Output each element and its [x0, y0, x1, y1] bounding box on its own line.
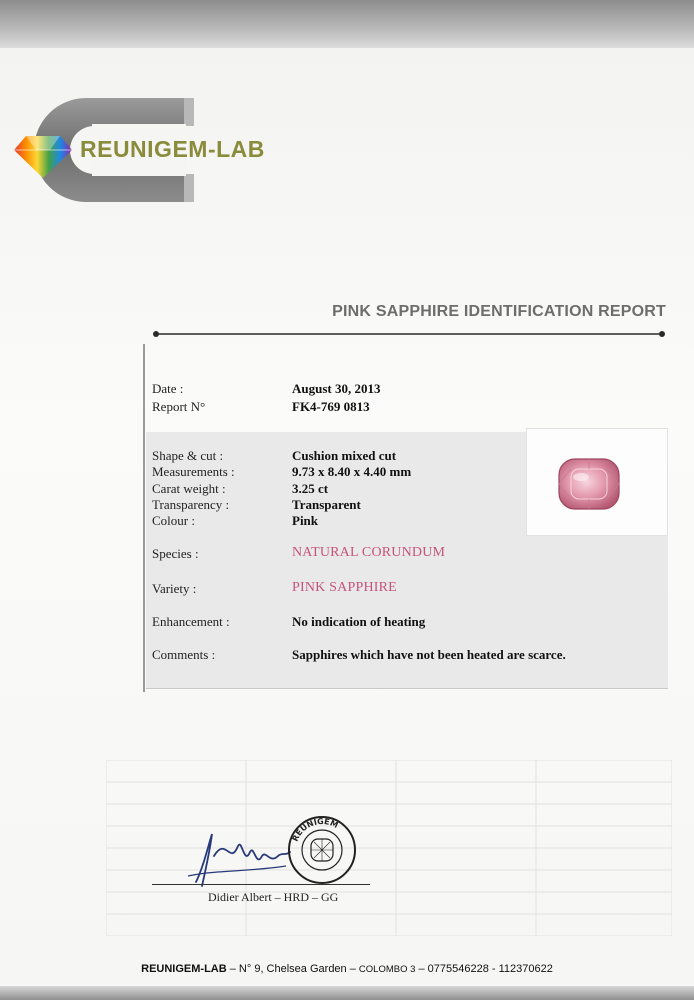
colour-label: Colour :	[152, 513, 195, 528]
variety-label: Variety :	[152, 581, 197, 596]
species-label: Species :	[152, 546, 199, 561]
enhancement-value: No indication of heating	[292, 614, 426, 629]
species-value: NATURAL CORUNDUM	[292, 545, 446, 560]
bottom-border	[0, 986, 694, 1000]
cushion-gem-image	[557, 457, 621, 511]
footer-city: COLOMBO 3	[358, 964, 416, 975]
colour-value: Pink	[292, 513, 319, 528]
carat-value: 3.25 ct	[292, 481, 329, 496]
shape-value: Cushion mixed cut	[292, 448, 397, 463]
date-label: Date :	[152, 381, 184, 396]
gemmologue-stamp-icon	[284, 808, 360, 890]
transparency-label: Transparency :	[152, 497, 230, 512]
footer-phones: – 0775546228 - 112370622	[415, 963, 553, 975]
signer-name: Didier Albert – HRD – GG	[208, 890, 339, 904]
title-rule	[150, 320, 670, 344]
footer-brand: REUNIGEM-LAB	[141, 963, 227, 975]
report-title: PINK SAPPHIRE IDENTIFICATION REPORT	[332, 303, 666, 320]
transparency-value: Transparent	[292, 497, 361, 512]
footer-address	[0, 963, 694, 975]
comments-label: Comments :	[152, 647, 216, 662]
gem-photo	[526, 428, 668, 536]
panel-bottom-rule	[146, 688, 668, 689]
signature-image	[186, 826, 296, 892]
shape-label: Shape & cut :	[152, 448, 224, 463]
enhancement-label: Enhancement :	[152, 614, 230, 629]
date-value: August 30, 2013	[292, 381, 381, 396]
measurements-label: Measurements :	[152, 464, 235, 479]
svg-text:REUNIGEM: REUNIGEM	[290, 816, 340, 843]
variety-value: PINK SAPPHIRE	[292, 580, 397, 595]
carat-label: Carat weight :	[152, 481, 226, 496]
report-no-label: Report N°	[152, 399, 206, 414]
footer-street: – N° 9, Chelsea Garden –	[226, 963, 359, 975]
top-border	[0, 0, 694, 48]
left-rule	[143, 344, 145, 692]
signature-line	[152, 884, 370, 885]
report-no-value: FK4-769 0813	[292, 399, 370, 414]
comments-value: Sapphires which have not been heated are scarce.	[292, 647, 566, 662]
measurements-value: 9.73 x 8.40 x 4.40 mm	[292, 464, 412, 479]
brand-name: REUNIGEM-LAB	[80, 136, 265, 162]
